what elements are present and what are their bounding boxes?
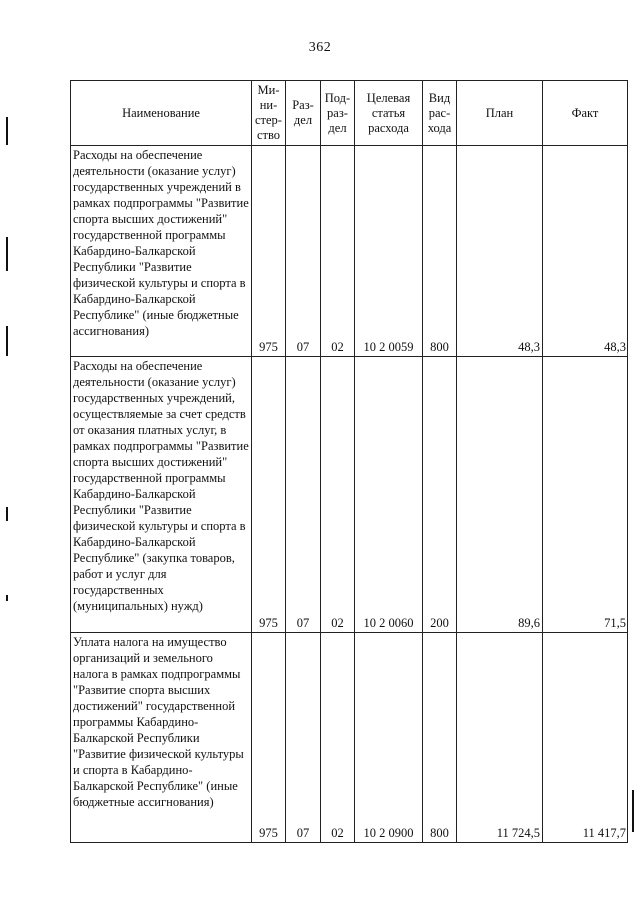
row-subsection: 02	[321, 633, 355, 843]
page-number: 362	[308, 40, 332, 55]
row-fact: 48,3	[543, 146, 628, 357]
row-plan: 48,3	[457, 146, 543, 357]
header-section: Раз- дел	[286, 81, 321, 146]
budget-table	[70, 80, 628, 843]
table-row	[71, 633, 628, 843]
header-subsection: Под- раз- дел	[321, 81, 355, 146]
header-type: Вид рас- хода	[423, 81, 457, 146]
row-plan: 89,6	[457, 357, 543, 633]
row-ministry: 975	[252, 357, 286, 633]
table-row	[71, 146, 628, 357]
header-name: Наименование	[71, 81, 252, 146]
row-section: 07	[286, 146, 321, 357]
row-ministry: 975	[252, 146, 286, 357]
row-subsection: 02	[321, 357, 355, 633]
row-type: 200	[423, 357, 457, 633]
scan-mark	[6, 117, 8, 145]
row-target: 10 2 0059	[355, 146, 423, 357]
scan-mark	[6, 237, 8, 271]
row-section: 07	[286, 633, 321, 843]
header-plan: План	[457, 81, 543, 146]
scan-mark	[6, 326, 8, 356]
table-header-row	[71, 81, 628, 146]
header-ministry: Ми- ни- стер- ство	[252, 81, 286, 146]
row-plan: 11 724,5	[457, 633, 543, 843]
row-name: Уплата налога на имущество организаций и земельного налога в рамках подпрограммы "Развитие спорта высших достижений" государственной программы Кабардино-Балкарской Республики "Развитие физической культуры и спорта в Кабардино-Балкарской Республике" (иные бюджетные ассигнования)	[71, 633, 252, 843]
row-subsection: 02	[321, 146, 355, 357]
row-name: Расходы на обеспечение деятельности (оказание услуг) государственных учреждений в рамках подпрограммы "Развитие спорта высших достижений" государственной программы Кабардино-Балкарской Республики "Развитие физической культуры и спорта в Кабардино-Балкарской Республике" (иные бюджетные ассигнования)	[71, 146, 252, 357]
scan-mark	[6, 507, 8, 521]
row-fact: 71,5	[543, 357, 628, 633]
scan-mark	[632, 790, 634, 832]
row-fact: 11 417,7	[543, 633, 628, 843]
header-target: Целевая статья расхода	[355, 81, 423, 146]
scan-mark	[6, 595, 8, 601]
row-ministry: 975	[252, 633, 286, 843]
row-section: 07	[286, 357, 321, 633]
row-type: 800	[423, 633, 457, 843]
table-row	[71, 357, 628, 633]
row-type: 800	[423, 146, 457, 357]
row-name: Расходы на обеспечение деятельности (оказание услуг) государственных учреждений, осуществляемые за счет средств от оказания платных услуг, в рамках подпрограммы "Развитие спорта высших достижений" государственной программы Кабардино-Балкарской Республики "Развитие физической культуры и спорта в Кабардино-Балкарской Республике" (закупка товаров, работ и услуг для государственных (муниципальных) нужд)	[71, 357, 252, 633]
row-target: 10 2 0060	[355, 357, 423, 633]
row-target: 10 2 0900	[355, 633, 423, 843]
header-fact: Факт	[543, 81, 628, 146]
